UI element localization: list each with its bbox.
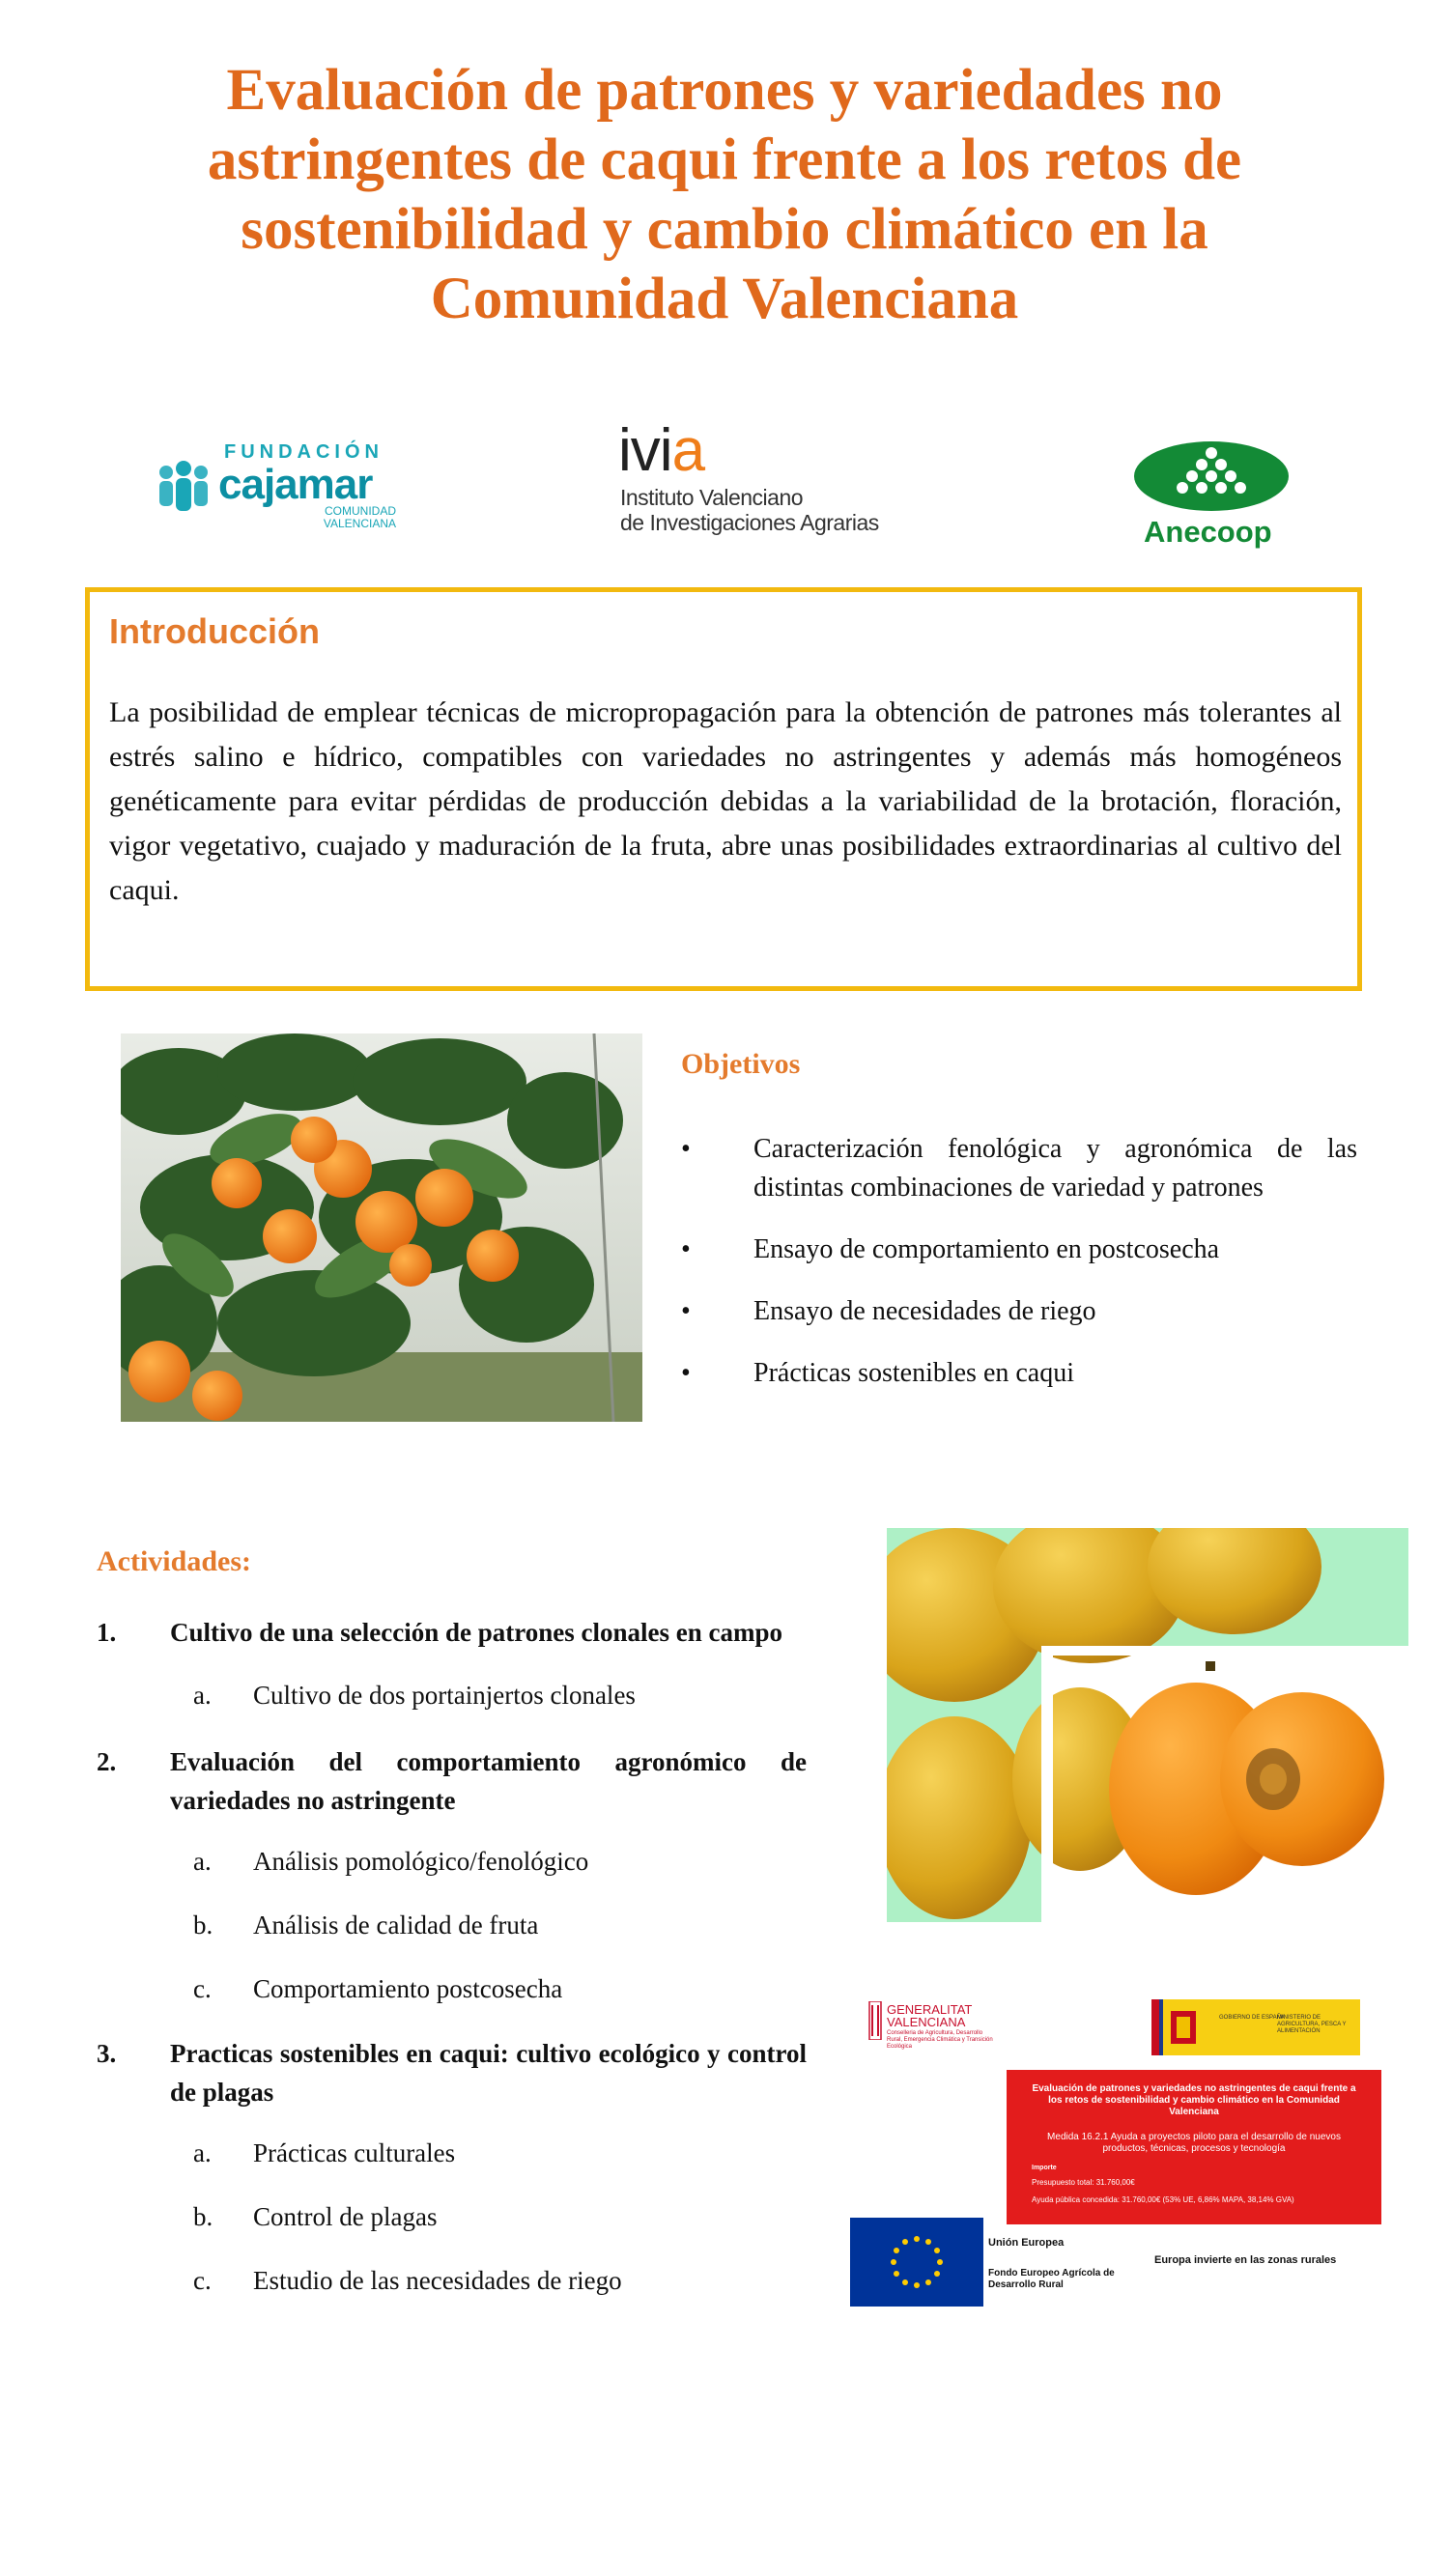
objetivos-list (681, 1130, 1357, 1416)
anecoop-emblem-icon (1132, 439, 1292, 515)
cajamar-people-icon (155, 459, 213, 517)
list-item: • Ensayo de necesidades de riego (681, 1292, 1357, 1331)
persimmon-fruit-photo (887, 1528, 1408, 1922)
generalitat-valenciana-logo: GENERALITAT VALENCIANA Conselleria de Agricultura, Desarrollo Rural, Emergencia Climática y Transición Ecológica (867, 2001, 983, 2069)
generalitat-emblem-icon (867, 2001, 883, 2040)
poster-title: Evaluación de patrones y variedades no astringentes de caqui frente a los retos de sostenibilidad y cambio climático en la Comunidad Valenciana (207, 58, 1242, 331)
list-item: • Caracterización fenológica y agronómica de las distintas combinaciones de variedad y patrones (681, 1130, 1357, 1207)
actividades-heading: Actividades: (97, 1545, 251, 1577)
project-funding-panel: Evaluación de patrones y variedades no astringentes de caqui frente a los retos de sostenibilidad y cambio climático en la Comunidad Valenciana Medida 16.2.1 Ayuda a proyectos piloto para el desarrollo de nuevos productos, técnicas, procesos y tecnología Importe Presupuesto total: 31.760,00€ Ayuda pública concedida: 31.760,00€ (53% UE, 6,86% MAPA, 38,14% GVA) (1007, 2070, 1381, 2224)
eu-slogan: Europa invierte en las zonas rurales (1154, 2254, 1337, 2266)
objetivos-heading: Objetivos (681, 1048, 801, 1080)
fundacion-cajamar-logo: FUNDACIÓN cajamar COMUNIDAD VALENCIANA (155, 439, 396, 531)
eu-fund: Fondo Europeo Agrícola de Desarrollo Rural (988, 2268, 1115, 2290)
ivia-logo: ivia Instituto Valenciano de Investigaciones Agrarias (618, 417, 879, 535)
eu-name: Unión Europea (988, 2237, 1065, 2249)
introduccion-heading: Introducción (109, 611, 320, 651)
gobierno-espana-logo: GOBIERNO DE ESPAÑA MINISTERIO DE AGRICULTURA, PESCA Y ALIMENTACIÓN (1151, 1999, 1360, 2055)
list-item: • Prácticas sostenibles en caqui (681, 1354, 1357, 1393)
spain-flag-icon (1151, 1999, 1209, 2055)
introduccion-text: La posibilidad de emplear técnicas de micropropagación para la obtención de patrones más tolerantes al estrés salino e hídrico, compatibles con variedades no astringentes y además más homogéneos genéticamente para evitar pérdidas de producción debidas a la variabilidad de la brotación, floración, vigor vegetativo, cuajado y maduración de la fruta, abre unas posibilidades extraordinarias al cultivo del caqui. (109, 696, 1342, 906)
anecoop-logo: Anecoop (1132, 439, 1292, 555)
eu-flag-icon (850, 2218, 983, 2307)
persimmon-tree-photo (121, 1033, 642, 1422)
introduccion-box (85, 587, 1362, 991)
list-item: • Ensayo de comportamiento en postcosecha (681, 1231, 1357, 1269)
